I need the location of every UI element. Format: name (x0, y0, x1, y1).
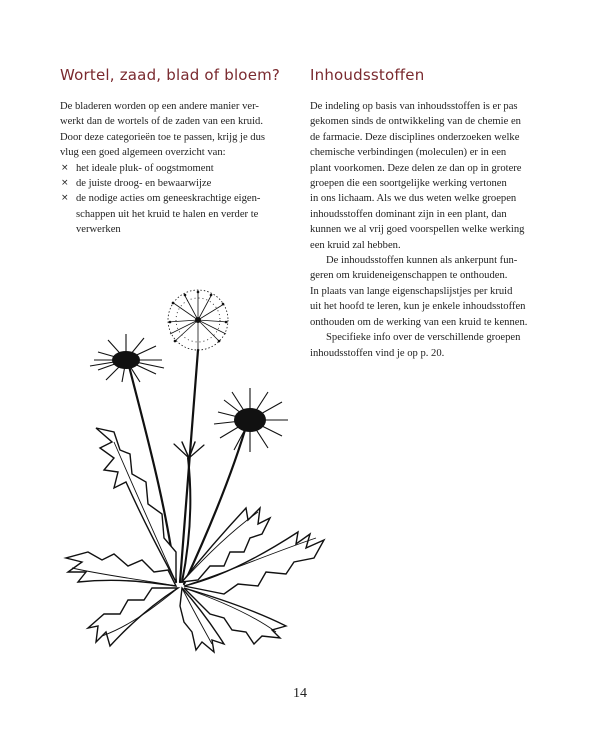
list-item (60, 176, 300, 191)
intro-paragraph (60, 99, 300, 161)
text-line: gekomen sinds de ontwikkeling van de chemie en (310, 116, 521, 128)
page-number: 14 (293, 686, 307, 701)
right-column (310, 99, 542, 361)
text-line: de farmacie. Deze disciplines onderzoeken welke (310, 131, 520, 143)
left-column (60, 99, 300, 238)
list-item (60, 191, 300, 237)
text-line: Door deze categorieën toe te passen, krijg je dus (60, 131, 266, 143)
list-item-text: verwerken (76, 224, 121, 236)
text-line: kunnen we al vrij goed voorspellen welke werking (310, 224, 525, 236)
body-paragraph (310, 330, 542, 361)
text-line: groepen die een soortgelijke werking vertonen (310, 178, 507, 190)
body-paragraph (310, 99, 542, 253)
heading-wortel-zaad-blad-bloem: Wortel, zaad, blad of bloem? (60, 66, 281, 84)
cross-bullet-icon: × (61, 162, 69, 173)
overview-list (60, 161, 300, 238)
text-line: plant voorkomen. Deze delen ze dan op in grotere (310, 162, 522, 174)
list-item-text: schappen uit het kruid te halen en verder te (76, 208, 259, 220)
text-line: onthouden om de werking van een kruid te kennen. (310, 316, 528, 328)
cross-bullet-icon: × (61, 178, 69, 189)
heading-inhoudsstoffen: Inhoudsstoffen (310, 66, 425, 84)
text-line: chemische verbindingen (moleculen) er in een (310, 147, 507, 159)
text-line: inhoudsstoffen dominant zijn in een plant, dan (310, 208, 507, 220)
text-line: De indeling op basis van inhoudsstoffen is er pas (310, 101, 518, 112)
text-line: werkt dan de wortels of de zaden van een kruid. (60, 116, 263, 128)
list-item-text: het ideale pluk- of oogstmoment (76, 162, 214, 174)
text-line: In plaats van lange eigenschapslijstjes per kruid (310, 285, 513, 297)
text-line: inhoudsstoffen vind je op p. 20. (310, 347, 445, 359)
text-line: uit het hoofd te leren, kun je enkele inhoudsstoffen (310, 301, 526, 313)
text-line: De bladeren worden op een andere manier ver- (60, 101, 259, 112)
list-item-text: de nodige acties om geneeskrachtige eigen- (76, 193, 261, 205)
text-line: een kruid zal hebben. (310, 239, 401, 251)
text-line: vlug een goed algemeen overzicht van: (60, 147, 226, 159)
cross-bullet-icon: × (61, 193, 69, 204)
text-line: geren om kruideneigenschappen te onthouden. (310, 270, 508, 282)
body-paragraph (310, 253, 542, 330)
list-item-text: de juiste droog- en bewaarwijze (76, 178, 212, 190)
text-line: De inhoudsstoffen kunnen als ankerpunt fun- (326, 255, 518, 267)
dandelion-illustration-icon (48, 282, 343, 662)
text-line: Specifieke info over de verschillende groepen (326, 332, 521, 344)
list-item (60, 161, 300, 176)
text-line: in ons lichaam. Als we dus weten welke groepen (310, 193, 517, 205)
